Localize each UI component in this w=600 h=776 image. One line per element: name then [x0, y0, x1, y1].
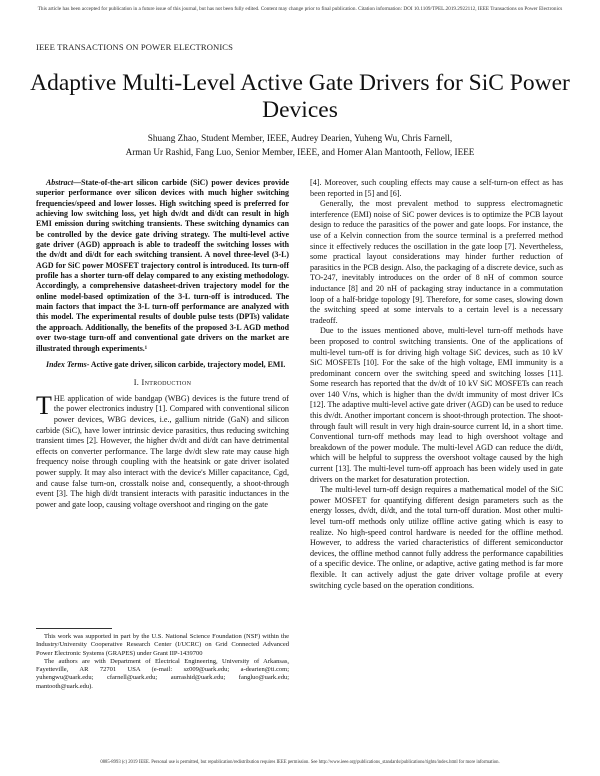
journal-header: IEEE TRANSACTIONS ON POWER ELECTRONICS [36, 42, 233, 52]
footnotes [36, 628, 289, 691]
drop-cap: T [36, 390, 52, 420]
section-heading-introduction: I. Introduction [133, 378, 192, 388]
body-paragraph-3: Due to the issues mentioned above, multi-level turn-off methods have been proposed to control switching transients. One of the applications of multi-level turn-off is for driving high voltage SiC devices, such as 10 kV SiC MOSFETs [10]. For the sake of the high voltage, EMI immunity is a predominant concern over the switching speed and switching losses [11]. Some research has reported that the dv/dt of 10 kV SiC MOSFETs can reach over 140 V/ns, which is higher than the dv/dt immunity of most driver ICs [12]. The adaptive multi-level active gate driver (AGD) can be used to reduce this dv/dt. Another important concern is shoot-through protection. The shoot-through fault will result in very high drain-source current Id, in a short time. Conventional turn-off methods may lead to high overshoot voltage and breakdown of the power module. The multi-level AGD can reduce the di/dt, which will be helpful to suppress the overshoot voltage caused by the high current [13]. The multi-level turn-off approach has been widely used in gate drivers on the market for desaturation protection. [310, 326, 563, 484]
authors-line-2: Arman Ur Rashid, Fang Luo, Senior Member, IEEE, and Homer Alan Mantooth, Fellow, IEEE [125, 146, 475, 157]
footnote-funding: This work was supported in part by the U.S. National Science Foundation (NSF) within the Industry/University Cooperative Research Center (I/UCRC) on Grid Connected Advanced Power Electronic Systems (GRAPES) under Grant IIP-1439700 [36, 633, 289, 657]
abstract [36, 178, 289, 354]
index-terms-text: - Active gate driver, silicon carbide, trajectory model, EMI. [86, 359, 286, 369]
accepted-banner: This article has been accepted for publication in a future issue of this journal, but has not been fully edited. Content may change prior to final publication. Citation information: DOI 10.1109/TPEL.2019.2922112, IEEE Transactions on Power Electronics [37, 6, 563, 12]
index-terms-label: Index Terms [46, 359, 87, 369]
author-block [40, 132, 560, 159]
intro-text: HE application of wide bandgap (WBG) devices is the future trend of the power electronics industry [1]. Compared with conventional silicon power devices, WBG devices, i.e., gallium nitride (GaN) and silicon carbide (SiC), have lower intrinsic device parasitics, thus reducing switching transient times [2]. However, the higher dv/dt and di/dt can have detrimental effects on converter performance. The large dv/dt slew rate may cause high frequency noise through coupling with the heatsink or gate driver isolated power supply. It may also interact with the device's Miller capacitance, Cgd, and cause false turn-on, crosstalk noise and, consequently, a shoot-through event [3]. The high di/dt transient interacts with parasitic inductances in the power and gate loop, causing voltage overshoot and ringing on the gate [36, 393, 289, 509]
left-column [36, 178, 289, 510]
body-paragraph-2: Generally, the most prevalent method to suppress electromagnetic interference (EMI) noise of SiC power devices is to optimize the PCB layout design to reduce the parasitics of the power and gate loops. For instance, the use of a Kelvin connection from the source terminal is a preferred method since it effectively reduces the oscillation in the gate loop [7]. Nevertheless, some practical layout considerations may hinder further reduction of parasitics in the PCB design. Also, the packaging of a discrete device, such as TO-247, inevitably introduces on the order of 8 nH of common source inductance [8] and 20 nH of packaging stray inductance in a commutation loop of a half-bridge topology [9]. Therefore, for some cases, slowing down the switching speed at some intervals to a certain level is a necessary tradeoff. [310, 199, 563, 325]
copyright-footer: 0885-8993 (c) 2019 IEEE. Personal use is permitted, but republication/redistribution requires IEEE permission. See http://www.ieee.org/publications_standards/publications/rights/index.html for more information. [100, 760, 500, 765]
authors-line-1: Shuang Zhao, Student Member, IEEE, Audrey Dearien, Yuheng Wu, Chris Farnell, [147, 133, 453, 143]
footnote-affiliations: The authors are with Department of Electrical Engineering, University of Arkansas, Fayetteville, AR 72701 USA (e-mail: sz009@uark.edu; a-dearien@ti.com; yuhengwu@uark.edu; cfarnell@uark.edu; aurrashid@uark.edu; fangluo@uark.edu; mantooth@uark.edu). [36, 657, 289, 690]
body-paragraph-1: [4]. Moreover, such coupling effects may cause a self-turn-on effect as has been reported in [5] and [6]. [310, 178, 563, 198]
body-paragraph-4: The multi-level turn-off design requires a mathematical model of the SiC power MOSFET for quantifying different design parameters such as the energy losses, dv/dt, di/dt, and the total turn-off duration. Most other multi-level turn-off methods only utilize offline active gating which is easy to realize. No high-speed control hardware is needed for the offline method. However, to address the varied characteristics of different semiconductor devices, the offline method cannot fully address the performance capabilities of a specific device. The online, or adaptive, active gating method is far more flexible. It can actively adjust the gate driver voltage profile at every switching cycle based on the operation conditions. [310, 485, 563, 590]
right-column [310, 178, 563, 591]
paper-title: Adaptive Multi-Level Active Gate Drivers for SiC Power Devices [30, 70, 570, 123]
footnote-rule [36, 628, 112, 629]
index-terms [36, 360, 289, 370]
abstract-label: Abstract [46, 178, 74, 187]
abstract-text: —State-of-the-art silicon carbide (SiC) power devices provide superior performance over silicon devices with much higher switching frequencies/speed and lower losses. High switching speed is preferred for achieving low switching loss, yet high dv/dt and di/dt can result in high EMI emission during switching transients. These switching dynamics can be controlled by the device gate driving strategy. The multi-level active gate driver (AGD) approach is able to tradeoff the switching losses with the dv/dt and di/dt for each switching transient. A novel three-level (3-L) AGD for SiC power MOSFET trajectory control is introduced. Its turn-off profile has a shorter turn-off delay compared to any existing methodology. Accordingly, a comprehensive datasheet-driven trajectory model for the online model-based optimization of the 3-L turn-off is introduced. The main factors that impact the 3-L turn-off performance are analyzed with this model. The experimental results of double pulse tests (DPTs) validate the approach. Additionally, the benefits of the proposed 3-L AGD method over two-stage turn-off and conventional gate drivers on the market are illustrated through experiments.¹ [36, 178, 289, 353]
intro-paragraph [36, 390, 289, 511]
